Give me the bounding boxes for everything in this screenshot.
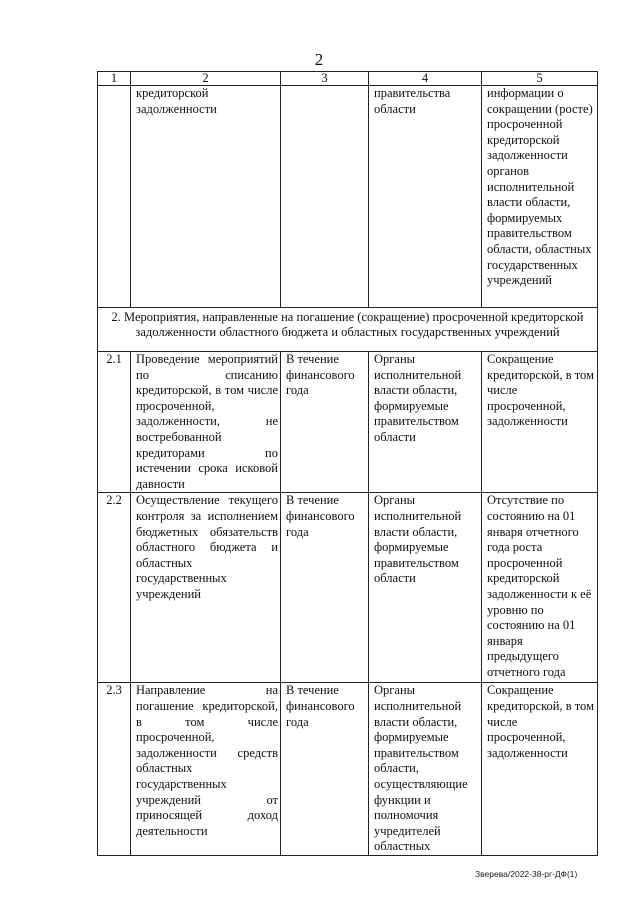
table-row — [98, 493, 598, 683]
cell-result: информации о сокращении (росте) просроченной кредиторской задолженности органов исполнительной власти области, формируемых правительством области, областных государственных учреждений — [482, 86, 598, 308]
document-footer: Зверева/2022-38-рг-ДФ(1) — [475, 869, 578, 879]
cell-term: В течение финансового года — [281, 493, 369, 683]
header-col-3: 3 — [281, 72, 369, 86]
cell-measure: Проведение мероприятий по списанию кредиторской, в том числе просроченной, задолженности, не востребованной кредиторами по истечении срока исковой давности — [131, 352, 281, 493]
page-number: 2 — [314, 50, 324, 69]
cell-measure: кредиторской задолженности — [131, 86, 281, 308]
cell-executor: Органы исполнительной власти области, формируемые правительством области — [369, 493, 482, 683]
header-col-1: 1 — [98, 72, 131, 86]
section-row — [98, 308, 598, 352]
cell-executor: Органы исполнительной власти области, формируемые правительством области — [369, 352, 482, 493]
header-col-4: 4 — [369, 72, 482, 86]
table-row — [98, 352, 598, 493]
row-number: 2.2 — [98, 493, 131, 683]
header-row — [98, 72, 598, 86]
row-number: 2.3 — [98, 683, 131, 856]
cell-term: В течение финансового года — [281, 683, 369, 856]
header-col-2: 2 — [131, 72, 281, 86]
cell-term: В течение финансового года — [281, 352, 369, 493]
cell-measure: Осуществление текущего контроля за исполнением бюджетных обязательств областного бюджета и областных государственных учреждений — [131, 493, 281, 683]
header-col-5: 5 — [482, 72, 598, 86]
table-row-continued — [98, 86, 598, 308]
cell-num — [98, 86, 131, 308]
measures-table — [97, 71, 598, 856]
cell-result: Сокращение кредиторской, в том числе просроченной, задолженности — [482, 352, 598, 493]
cell-result: Сокращение кредиторской, в том числе просроченной, задолженности — [482, 683, 598, 856]
cell-executor: правительства области — [369, 86, 482, 308]
cell-term — [281, 86, 369, 308]
section-heading: 2. Мероприятия, направленные на погашение (сокращение) просроченной кредиторской задолженности областного бюджета и областных государственных учреждений — [98, 308, 598, 352]
row-number: 2.1 — [98, 352, 131, 493]
cell-executor: Органы исполнительной власти области, формируемые правительством области, осуществляющие функции и полномочия учредителей областных — [369, 683, 482, 856]
table-row — [98, 683, 598, 856]
cell-result: Отсутствие по состоянию на 01 января отчетного года роста просроченной кредиторской задолженности к её уровню по состоянию на 01 января предыдущего отчетного года — [482, 493, 598, 683]
cell-measure: Направление на погашение кредиторской, в том числе просроченной, задолженности средств областных государственных учреждений от приносящей доход деятельности — [131, 683, 281, 856]
